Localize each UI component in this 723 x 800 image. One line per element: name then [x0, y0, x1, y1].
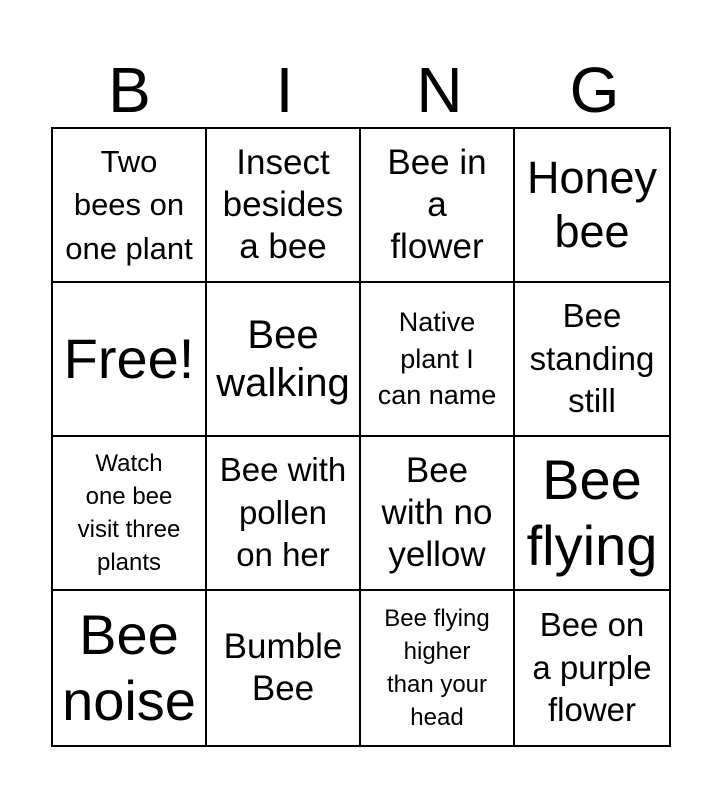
- cell-text: Bee noise: [62, 602, 196, 732]
- cell-text: Watch one bee visit three plants: [77, 449, 181, 577]
- header-letter-i: I: [275, 54, 294, 126]
- cell-text: Insect besides a bee: [222, 143, 344, 266]
- cell-text: Bee walking: [216, 313, 350, 405]
- cell-text: Bee flying higher than your head: [384, 604, 490, 732]
- bingo-cell[interactable]: [515, 591, 669, 745]
- cell-text: Bee with no yellow: [381, 451, 493, 574]
- bingo-cell[interactable]: [361, 283, 515, 437]
- bingo-cell[interactable]: [53, 437, 207, 591]
- cell-text: Bee flying: [526, 447, 658, 577]
- bingo-cell[interactable]: [207, 591, 361, 745]
- cell-text: Two bees on one plant: [65, 143, 193, 266]
- bingo-cell[interactable]: [515, 283, 669, 437]
- bingo-cell[interactable]: [53, 591, 207, 745]
- bingo-header: [52, 52, 672, 128]
- cell-text: Free!: [63, 326, 195, 390]
- header-letter-n: N: [416, 54, 463, 126]
- bingo-cell[interactable]: [361, 437, 515, 591]
- bingo-cell[interactable]: [515, 437, 669, 591]
- bingo-cell[interactable]: [207, 437, 361, 591]
- cell-text: Honey bee: [526, 152, 658, 257]
- bingo-grid: [51, 127, 671, 747]
- cell-text: Bee standing still: [529, 296, 655, 420]
- cell-text: Native plant I can name: [377, 307, 497, 411]
- cell-text: Bee in a flower: [387, 143, 487, 266]
- bingo-cell[interactable]: [515, 129, 669, 283]
- header-letter-b: B: [108, 54, 151, 126]
- bingo-cell[interactable]: [207, 129, 361, 283]
- header-letter-g: G: [569, 54, 620, 126]
- bingo-cell[interactable]: [207, 283, 361, 437]
- cell-text: Bumble Bee: [223, 627, 343, 708]
- bingo-cell[interactable]: [361, 591, 515, 745]
- cell-text: Bee on a purple flower: [532, 605, 652, 729]
- bingo-cell[interactable]: [53, 129, 207, 283]
- free-space-cell[interactable]: [53, 283, 207, 437]
- cell-text: Bee with pollen on her: [219, 450, 347, 574]
- bingo-cell[interactable]: [361, 129, 515, 283]
